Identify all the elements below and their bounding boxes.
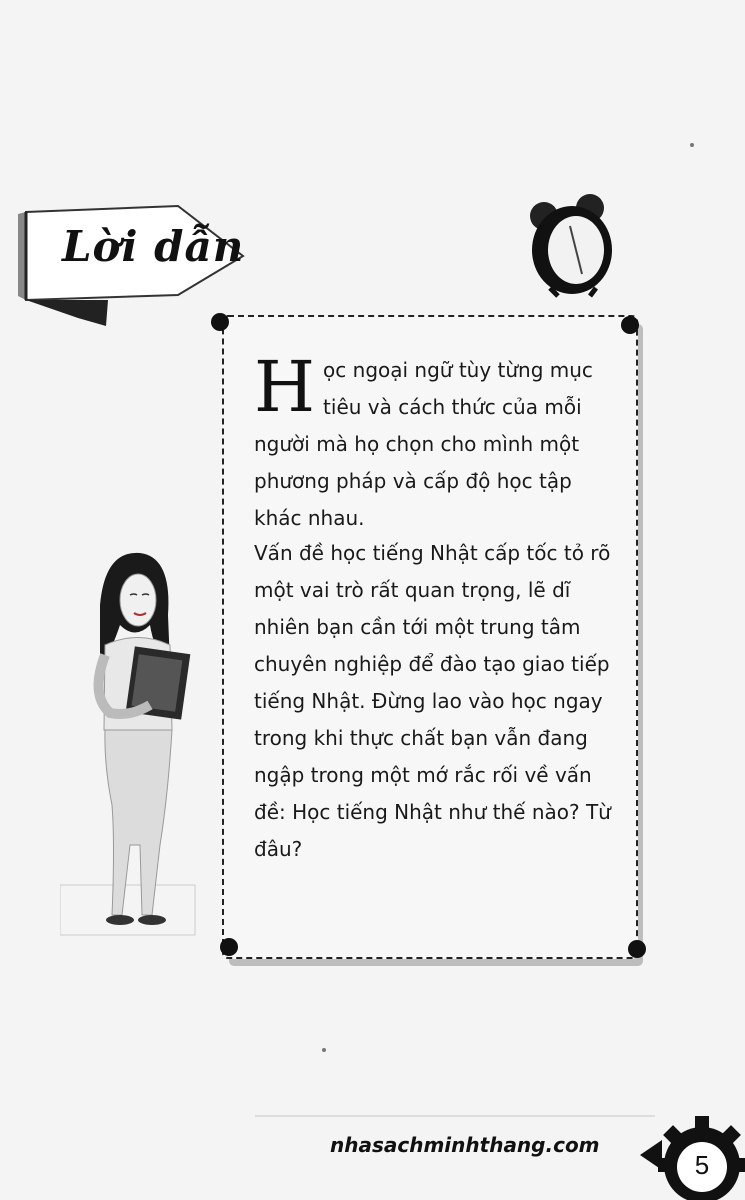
- speck: [322, 1048, 326, 1052]
- corner-dot: [621, 316, 639, 334]
- drop-cap: H: [254, 346, 316, 428]
- page-title: Lời dẫn: [62, 222, 245, 271]
- page-number: 5: [694, 1150, 710, 1180]
- alarm-clock-icon: [520, 188, 620, 298]
- footer-divider: [255, 1115, 655, 1117]
- intro-text: ọc ngoại ngữ tùy từng mục tiêu và cách thức của mỗi người mà họ chọn cho mình một phương pháp và cấp độ học tập khác nhau.: [254, 358, 593, 530]
- publisher-website: nhasachminhthang.com: [330, 1133, 600, 1157]
- corner-dot: [211, 313, 229, 331]
- speck: [690, 143, 694, 147]
- intro-paragraph: [254, 346, 614, 537]
- woman-with-books-illustration: [60, 545, 210, 945]
- corner-dot: [628, 940, 646, 958]
- body-paragraph: Vấn đề học tiếng Nhật cấp tốc tỏ rõ một vai trò rất quan trọng, lẽ dĩ nhiên bạn cần tới một trung tâm chuyên nghiệp để đào tạo giao tiếp tiếng Nhật. Đừng lao vào học ngay trong khi thực chất bạn vẫn đang ngập trong một mớ rắc rối về vấn đề: Học tiếng Nhật như thế nào? Từ đâu?: [254, 541, 611, 861]
- corner-dot: [220, 938, 238, 956]
